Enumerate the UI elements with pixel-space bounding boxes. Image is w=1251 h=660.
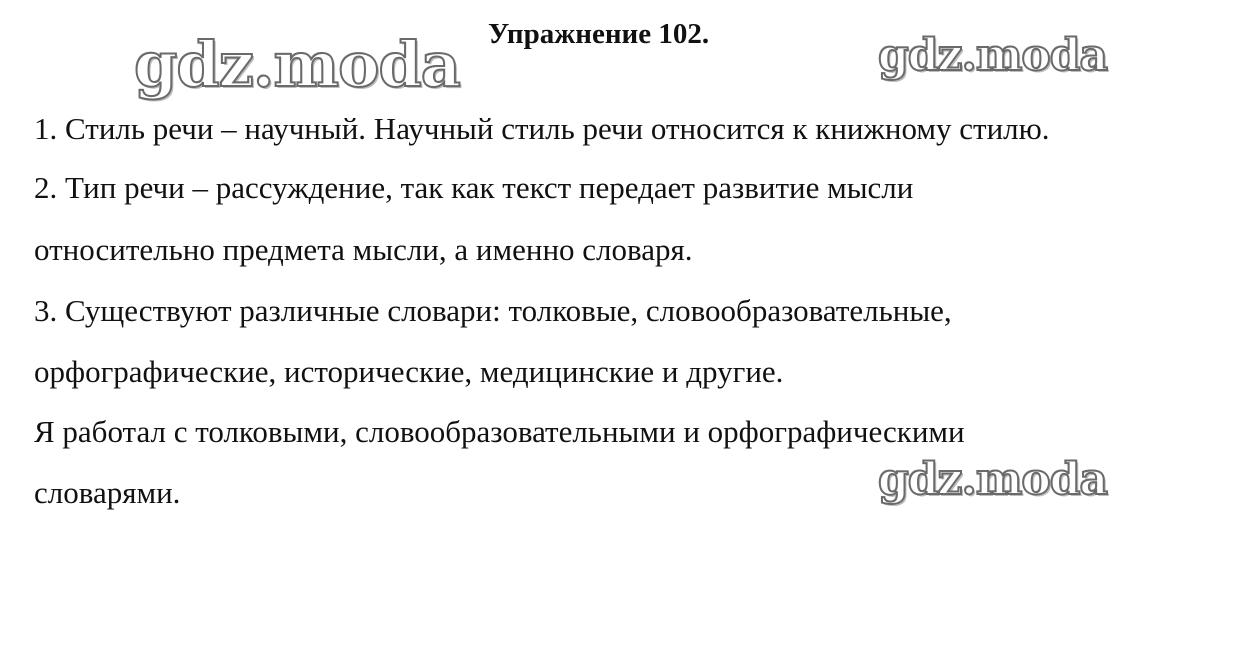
text-line-3: относительно предмета мысли, а именно словаря. xyxy=(34,232,693,267)
text-line-4: 3. Существуют различные словари: толковые, словообразовательные, xyxy=(34,293,952,328)
text-line-2: 2. Тип речи – рассуждение, так как текст передает развитие мысли xyxy=(34,170,914,205)
text-line-6: Я работал с толковыми, словообразовательными и орфографическими xyxy=(34,414,965,449)
text-line-7: словарями. xyxy=(34,475,181,510)
text-line-5: орфографические, исторические, медицинские и другие. xyxy=(34,354,784,389)
watermark-large: gdz.moda xyxy=(134,28,460,101)
exercise-title: Упражнение 102. xyxy=(488,18,710,50)
watermark-bottom-right: gdz.moda xyxy=(878,454,1108,505)
text-line-1: 1. Стиль речи – научный. Научный стиль речи относится к книжному стилю. xyxy=(34,111,1050,146)
watermark-top-right: gdz.moda xyxy=(878,30,1108,81)
